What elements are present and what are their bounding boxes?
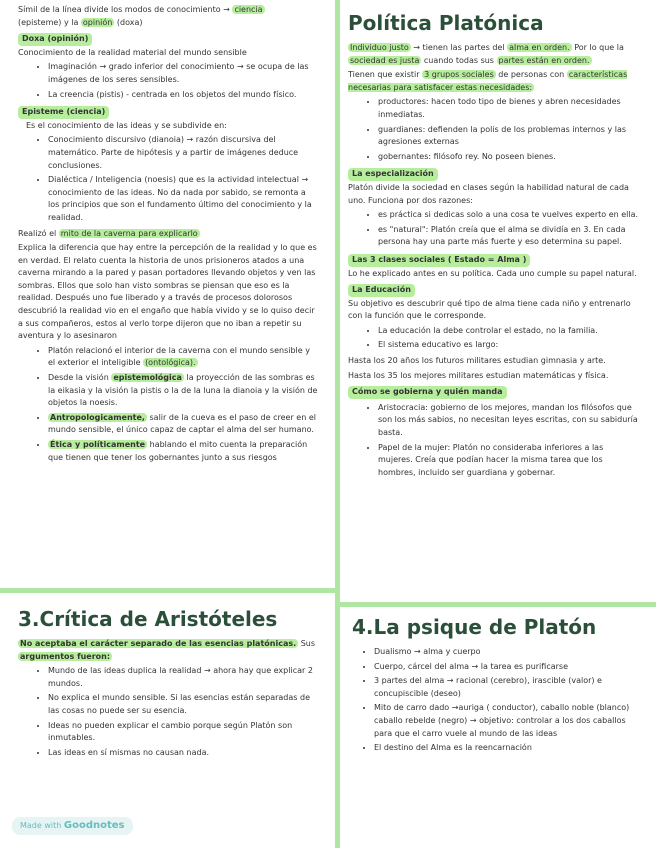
list-item: • Las ideas en sí mismas no causan nada. xyxy=(48,747,318,760)
list-item: • Conocimiento discursivo (dianoia) → razón discursiva del matemático. Parte de hipótesis y a partir de imágenes deduce conclusiones. xyxy=(48,134,318,172)
cave-list xyxy=(18,345,318,464)
list-item: • Ideas no pueden explicar el cambio porque según Platón son inmutables. xyxy=(48,720,318,745)
goodnotes-logo: Goodnotes xyxy=(63,820,125,831)
horizontal-divider-right xyxy=(338,602,656,607)
education-text: Su objetivo es descubrir qué tipo de alma tiene cada niño y entrenarlo con la función que le corresponde. xyxy=(348,298,631,321)
list-item: • guardianes: defienden la polis de los problemas internos y las agresiones externas xyxy=(378,124,640,149)
list-item: • Platón relacionó el interior de la caverna con el mundo sensible y el exterior el inteligible (ontológica). xyxy=(48,345,318,370)
government-heading: Cómo se gobierna y quién manda xyxy=(348,386,507,399)
critique-intro: No aceptaba el carácter separado de las esencias platónicas. Sus argumentos fueron: xyxy=(20,639,316,661)
episteme-text: Es el conocimiento de las ideas y se subdivide en: xyxy=(26,120,227,130)
panel-aristoteles xyxy=(18,604,318,762)
list-item: • Antropologicamente, salir de la cueva es el paso de creer en el mundo sensible, el único capaz de captar el alma del ser humano. xyxy=(48,412,318,437)
list-item: • es práctica si dedicas solo a una cosa te vuelves experto en ella. xyxy=(378,209,640,222)
doxa-text: Conocimiento de la realidad material del mundo sensible xyxy=(18,47,247,57)
classes-text: Lo he explicado antes en su política. Cada uno cumple su papel natural. xyxy=(348,268,637,278)
panel-psique xyxy=(352,612,640,758)
list-item: • Dualismo → alma y cuerpo xyxy=(374,646,640,659)
vertical-divider xyxy=(335,0,340,848)
groups-paragraph: Tienen que existir 3 grupos sociales de personas con características necesarias para satisfacer estas necesidades: xyxy=(348,70,628,92)
list-item: • Imaginación → grado inferior del conocimiento → se ocupa de las imágenes de los seres sensibles. xyxy=(48,61,318,86)
list-item: • Mito de carro dado →auriga ( conductor), caballo noble (blanco) caballo rebelde (negro) → objetivo: controlar a los dos caballos para que el carro vuele al mundo de las ideas xyxy=(374,702,640,740)
list-item: • No explica el mundo sensible. Si las esencias están separadas de las cosas no puede ser su esencia. xyxy=(48,692,318,717)
list-item: • Dialéctica / Inteligencia (noesis) que es la actividad intelectual → conocimiento de las ideas. No da nada por sabido, se remonta a los principios que son el fundamento último del conocimiento y la realidad. xyxy=(48,174,318,224)
section-title: 4.La psique de Platón xyxy=(352,615,597,639)
critique-list xyxy=(18,665,318,759)
list-item: • Cuerpo, cárcel del alma → la tarea es purificarse xyxy=(374,661,640,674)
doxa-list xyxy=(18,61,318,101)
list-item: • Ética y políticamente hablando el mito cuenta la preparación que tienen que tener los gobernantes junto a sus riesgos xyxy=(48,439,318,464)
psique-list xyxy=(352,646,640,755)
education-list xyxy=(348,325,640,352)
cave-intro: Realizó el mito de la caverna para explicarlo xyxy=(18,228,198,238)
intro-paragraph: Símil de la línea divide los modos de conocimiento → ciencia (episteme) y la opinión (doxa) xyxy=(18,5,263,27)
list-item: • gobernantes: filósofo rey. No poseen bienes. xyxy=(378,151,640,164)
education-heading: La Educación xyxy=(348,284,415,297)
justice-paragraph: Individuo justo → tienen las partes del alma en orden. Por lo que la sociedad es justa cuando todas sus partes están en orden. xyxy=(350,43,624,65)
list-item: • Papel de la mujer: Platón no consideraba inferiores a las mujeres. Creía que podían hacer la misma tarea que los hombres, incluido ser guardiana y gobernar. xyxy=(378,442,640,480)
list-item: • Aristocracia: gobierno de los mejores, mandan los filósofos que son los más sabios, no necesitan leyes escritas, con su sabiduría basta. xyxy=(378,402,640,440)
horizontal-divider-left xyxy=(0,588,336,593)
episteme-heading: Episteme (ciencia) xyxy=(18,106,109,119)
list-item: • Mundo de las ideas duplica la realidad → ahora hay que explicar 2 mundos. xyxy=(48,665,318,690)
list-item: • Desde la visión epistemológica la proyección de las sombras es la eikasia y la visión la pistis o la de la luna la dianoia y la visión de objetos la noesis. xyxy=(48,372,318,410)
list-item: • 3 partes del alma → racional (cerebro), irascible (valor) e concupiscible (deseo) xyxy=(374,675,640,700)
doxa-heading: Doxa (opinión) xyxy=(18,33,92,46)
panel-politica xyxy=(348,8,640,482)
classes-heading: Las 3 clases sociales ( Estado = Alma ) xyxy=(348,254,530,267)
panel-conocimiento xyxy=(18,4,318,467)
specialization-text: Platón divide la sociedad en clases según la habilidad natural de cada uno. Funciona por dos razones: xyxy=(348,182,629,205)
list-item: • El destino del Alma es la reencarnación xyxy=(374,742,640,755)
cave-text: Explica la diferencia que hay entre la percepción de la realidad y lo que es en verdad. El relato cuenta la historia de unos prisioneros atados a una caverna mirando a la pared y pasan portadores llevando objetos y ven las sombras. Ellos que solo han visto sombras se piensan que eso es la realidad. Después uno fue liberado y a través de procesos dolorosos descubrió la realidad vio en el engaño que había vivido y se lo quiso decir a sus compañeros, estos al verlo torpe dijeron que no iban a repetir su aventura y lo asesinaron xyxy=(18,243,317,341)
list-item: • productores: hacen todo tipo de bienes y abren necesidades inmediatas. xyxy=(378,96,640,121)
specialization-heading: La especialización xyxy=(348,168,438,181)
episteme-list xyxy=(18,134,318,224)
list-item: • La creencia (pistis) - centrada en los objetos del mundo físico. xyxy=(48,89,318,102)
list-item: • La educación la debe controlar el estado, no la familia. xyxy=(378,325,640,338)
education-line-35: Hasta los 35 los mejores militares estudian matemáticas y física. xyxy=(348,370,609,380)
list-item: • es "natural": Platón creía que el alma se dividía en 3. En cada persona hay una parte más fuerte y eso determina su papel. xyxy=(378,224,640,249)
section-title: Política Platónica xyxy=(348,11,544,35)
list-item: • El sistema educativo es largo: xyxy=(378,339,640,352)
section-title: 3.Crítica de Aristóteles xyxy=(18,607,278,631)
government-list xyxy=(348,402,640,480)
specialization-list xyxy=(348,209,640,249)
groups-list xyxy=(348,96,640,163)
education-line-20: Hasta los 20 años los futuros militares estudian gimnasia y arte. xyxy=(348,356,606,366)
made-with-badge: Made with Goodnotes xyxy=(12,817,133,835)
